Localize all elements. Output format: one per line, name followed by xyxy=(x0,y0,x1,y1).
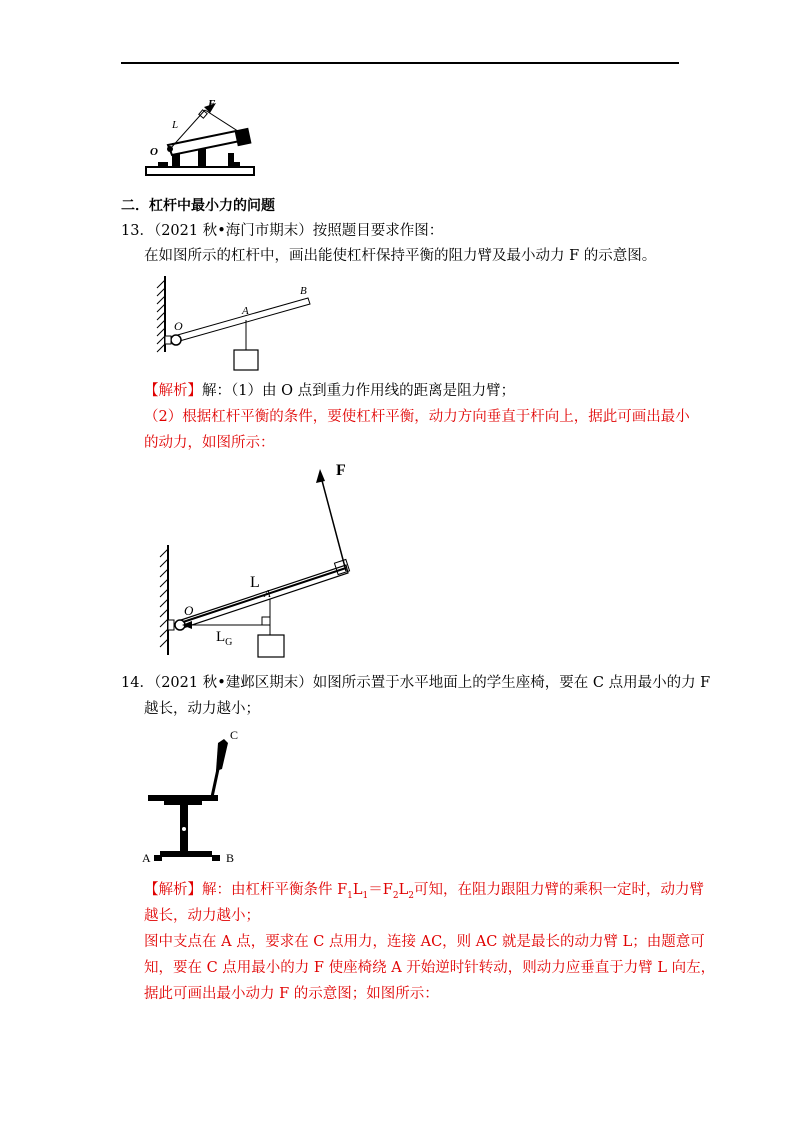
q14-line-2: 越长，动力越小； xyxy=(144,701,260,717)
q14-formula-post: 可知，在阻力跟阻力臂的乘积一定时，动力臂 xyxy=(413,882,704,898)
telescope-label-f: F xyxy=(208,98,216,110)
chair-label-a: A xyxy=(142,851,151,865)
lever-q13-label-a: A xyxy=(242,305,249,317)
q13-analysis-line-1 xyxy=(144,381,515,401)
chair-label-c: C xyxy=(230,728,239,742)
q14-analysis-tag: 【解析】 xyxy=(144,882,202,898)
q13-analysis-text-1: 解：（1）由 O 点到重力作用线的距离是阻力臂； xyxy=(202,383,516,399)
lever-answer-label-o: O xyxy=(184,603,194,618)
telescope-figure xyxy=(140,95,260,185)
lever-answer-label-lg-main: L xyxy=(216,629,226,645)
header-rule xyxy=(121,62,679,64)
q14-text-1: （2021 秋•建邺区期末）如图所示置于水平地面上的学生座椅，要在 C 点用最小的力 F xyxy=(153,675,711,691)
q13-number: 13． xyxy=(121,223,154,239)
q14-f2-sub: 2 xyxy=(392,890,399,901)
q14-analysis-line-3: 图中支点在 A 点，要求在 C 点用力，连接 AC，则 AC 就是最长的动力臂 L；由题意可 xyxy=(144,934,705,950)
telescope-label-l: L xyxy=(172,119,179,131)
q13-header xyxy=(121,221,443,241)
q14-analysis-line-2: 越长，动力越小； xyxy=(144,908,260,924)
q14-number: 14． xyxy=(121,675,154,691)
q14-line-1 xyxy=(121,673,710,693)
q14-f1-mid: L xyxy=(352,882,363,898)
q14-l1-sub: 1 xyxy=(362,890,369,901)
q13-analysis-tag: 【解析】 xyxy=(144,383,202,399)
lever-answer-figure xyxy=(150,455,370,665)
lever-answer-label-a: A xyxy=(264,588,271,600)
lever-q13-figure xyxy=(150,274,330,374)
q14-analysis-line-1 xyxy=(144,880,704,900)
lever-answer-label-l: L xyxy=(250,574,260,591)
q13-analysis-line-3: 的动力，如图所示： xyxy=(144,435,275,451)
q14-f2-mid: L xyxy=(398,882,409,898)
q14-analysis-line-4: 知，要在 C 点用最小的力 F 使座椅绕 A 开始逆时针转动，则动力应垂直于力臂 L 向左， xyxy=(144,960,716,976)
lever-q13-label-o: O xyxy=(174,319,183,333)
q13-analysis-line-2: （2）根据杠杆平衡的条件，要使杠杆平衡，动力方向垂直于杆向上，据此可画出最小 xyxy=(144,409,690,425)
lever-answer-label-lg xyxy=(216,629,232,648)
chair-label-b: B xyxy=(226,851,235,865)
lever-q13-label-b: B xyxy=(300,285,307,297)
q14-f1-sub: 1 xyxy=(347,890,353,901)
q14-analysis-line-5: 据此可画出最小动力 F 的示意图；如图所示： xyxy=(144,986,439,1002)
telescope-label-o: O xyxy=(150,146,158,158)
q14-formula-pre: 解：由杠杆平衡条件 F xyxy=(202,882,348,898)
q13-source: （2021 秋•海门市期末）按照题目要求作图： xyxy=(153,223,444,239)
lever-answer-label-f: F xyxy=(336,462,346,479)
q14-formula-eq: ＝F xyxy=(368,882,393,898)
lever-answer-label-lg-sub: G xyxy=(225,637,233,648)
chair-figure xyxy=(140,725,250,870)
section-heading: 二．杠杆中最小力的问题 xyxy=(121,198,275,214)
q13-text: 在如图所示的杠杆中，画出能使杠杆保持平衡的阻力臂及最小动力 F 的示意图。 xyxy=(144,248,657,264)
q14-l2-sub: 2 xyxy=(408,890,414,901)
